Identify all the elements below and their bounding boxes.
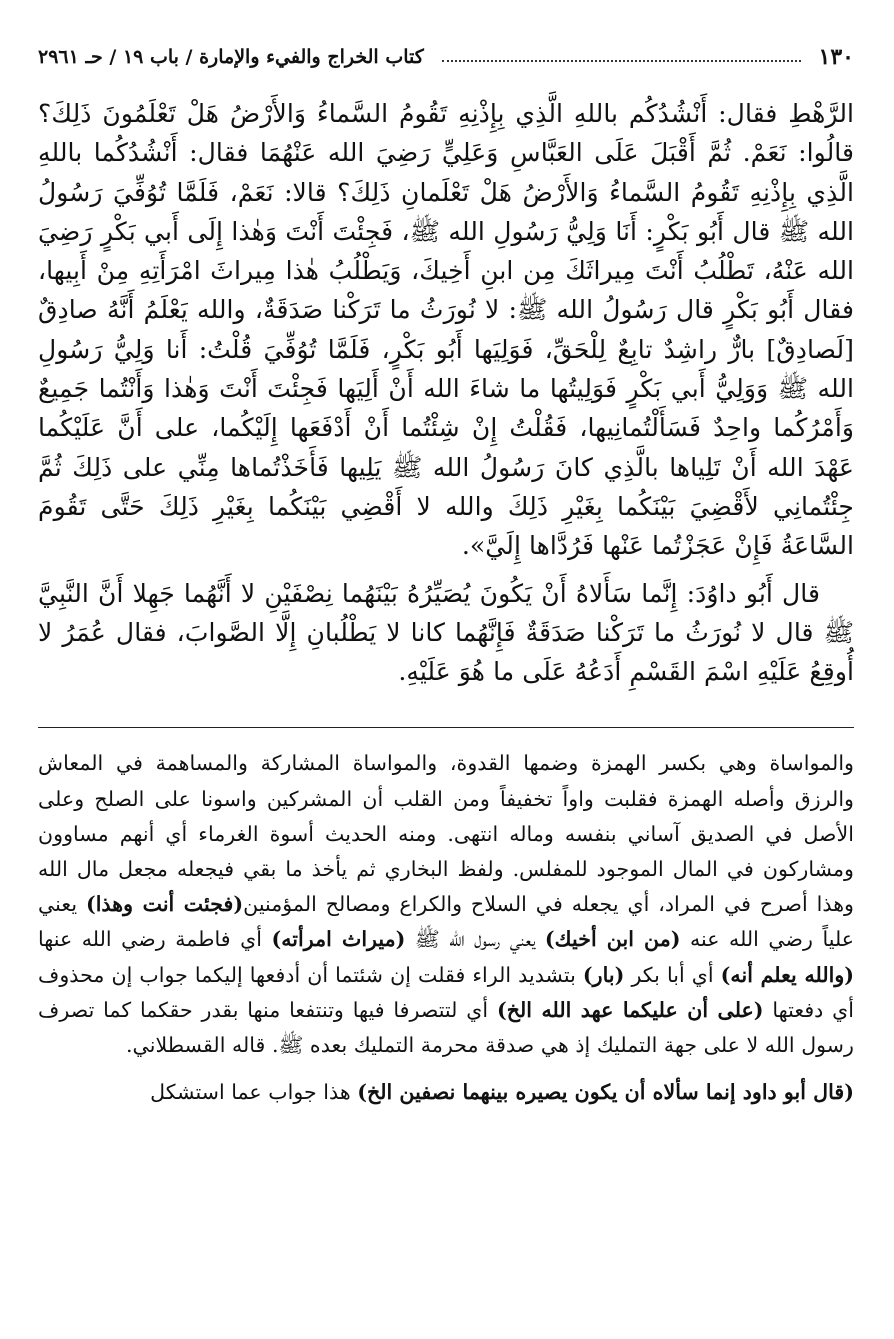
footnote-quote: (من ابن أخيك) <box>544 927 681 952</box>
footnote-text: أي لتتصرفا فيها وتنتفعا منها بقدر حقكما كما تصرف رسول الله لا على جهة التمليك إذ هي صدقة محرمة التمليك بعده ﷺ. قاله القسطلاني. <box>38 997 854 1058</box>
commentary-footnotes <box>38 746 854 1110</box>
footnote-quote: (قال أبو داود إنما سألاه أن يكون يصيره بينهما نصفين الخ) <box>357 1080 854 1105</box>
footnote-quote: (فجئت أنت وهذا) <box>85 892 244 917</box>
hadith-paragraph-1: الرَّهْطِ فقال: أَنْشُدُكُم باللهِ الَّذِي بِإِذْنِهِ تَقُومُ السَّماءُ وَالأَرْضُ هَلْ تَعْلَمُونَ ذَلِكَ؟ قالُوا: نَعَمْ. ثُمَّ أَقْبَلَ عَلَى العَبَّاسِ وَعَلِيٍّ رَضِيَ الله عَنْهُمَا فقال: أَنْشُدُكُما باللهِ الَّذِي بِإِذْنِهِ تَقُومُ السَّماءُ وَالأَرْضُ هَلْ تَعْلَمانِ ذَلِكَ؟ قالا: نَعَمْ، فَلَمَّا تُوُفِّيَ رَسُولُ الله ﷺ قال أَبُو بَكْرٍ: أَنَا وَلِيُّ رَسُولِ الله ﷺ، فَجِئْتَ أَنْتَ وَهٰذا إِلَى أَبي بَكْرٍ رَضِيَ الله عَنْهُ، تَطْلُبُ أَنْتَ مِيراثَكَ مِن ابنِ أَخِيكَ، وَيَطْلُبُ هٰذا مِيراثَ امْرَأَتِهِ مِنْ أَبِيها، فقال أَبُو بَكْرٍ قال رَسُولُ الله ﷺ: لا نُورَثُ ما تَرَكْنا صَدَقَةٌ، والله يَعْلَمُ أَنَّهُ صادِقٌ [لَصادِقٌ] بارٌّ راشِدٌ تابِعٌ لِلْحَقِّ، فَوَلِيَها أَبُو بَكْرٍ، فَلَمَّا تُوُفِّيَ قُلْتُ: أَنا وَلِيُّ رَسُولِ الله ﷺ وَوَلِيُّ أَبي بَكْرٍ فَوَلِيتُها ما شاءَ الله أَنْ أَلِيَها فَجِئْتَ أَنْتَ وَهٰذا وَأَنْتُما جَمِيعٌ وَأَمْرُكُما واحِدٌ فَسَأَلْتُمانِيها، فَقُلْتُ إِنْ شِئْتُما أَنْ أَدْفَعَها إِلَيْكُما، على أَنَّ عَلَيْكُما عَهْدَ الله أَنْ تَلِياها بالَّذِي كانَ رَسُولُ الله ﷺ يَلِيها فَأَخَذْتُماها مِنِّي على ذَلِكَ ثُمَّ جِئْتُمانِي لأَقْضِيَ بَيْنَكُما بِغَيْرِ ذَلِكَ والله لا أَقْضِي بَيْنَكُما بِغَيْرِ ذَلِكَ حَتَّى تَقُومَ السَّاعَةُ فَإِنْ عَجَزْتُما عَنْها فَرُدَّاها إِلَيَّ». <box>38 99 854 561</box>
footnote-text: أي أبا بكر <box>631 962 714 987</box>
abu-dawud-comment: قال أَبُو داوُدَ: إِنَّما سَأَلاهُ أَنْ يَكُونَ يُصَيِّرُهُ بَيْنَهُما نِصْفَيْنِ لا أَنَّهُما جَهِلا أَنَّ النَّبِيَّ ﷺ قال لا نُورَثُ ما تَرَكْنا صَدَقَةٌ فَإِنَّهُما كانا لا يَطْلُبانِ إِلَّا الصَّوابَ، فقال عُمَرُ لا أُوقِعُ عَلَيْهِ اسْمَ القَسْمِ أَدَعُهُ عَلَى ما هُوَ عَلَيْهِ. <box>38 578 854 687</box>
footnote-text: هذا جواب عما استشكل <box>150 1080 351 1105</box>
book-page <box>38 40 854 1110</box>
page-header <box>38 40 854 74</box>
footnote-text: والمواساة وهي بكسر الهمزة وضمها القدوة، والمواساة المشاركة والمساهمة في المعاش والرزق وأصله الهمزة فقلبت واواً تخفيفاً ومن القلب أن المشركين واسونا على الصلح وعلى الأصل في الصديق آساني بنفسه وماله انتهى. ومنه الحديث أسوة الغرماء أي أنهم مساوون ومشاركون في المال الموجود للمفلس. ولفظ البخاري ثم يأخذ ما بقي فيجعله مجعل مال الله وهذا أصرح في المراد، أي يجعله في السلاح والكراع ومصالح المؤمنين <box>38 751 854 917</box>
footnote-quote: (على أن عليكما عهد الله الخ) <box>496 997 764 1022</box>
footnote-text: يعني رسول الله ﷺ <box>414 927 536 952</box>
header-dotted-leader <box>442 60 801 62</box>
footnote-quote: (والله يعلم أنه) <box>720 962 855 987</box>
running-title: كتاب الخراج والفيء والإمارة / باب ١٩ / حـ ٢٩٦١ <box>38 46 424 68</box>
footnote-text: يعني علياً رضي الله عنه <box>38 892 855 952</box>
page-number: ١٣٠ <box>818 44 854 70</box>
footnote-paragraph-1 <box>38 746 854 1063</box>
footnote-text: أي فاطمة رضي الله عنها <box>38 927 262 952</box>
hadith-text <box>38 94 854 691</box>
footnote-separator <box>38 727 854 728</box>
footnote-quote: (بار) <box>582 962 625 987</box>
footnote-text: بتشديد الراء فقلت إن شئتما أن أدفعها إليكما جواب إن محذوف أي دفعتها <box>38 962 855 1022</box>
footnote-paragraph-2 <box>38 1075 854 1110</box>
footnote-quote: (ميراث امرأته) <box>271 927 406 952</box>
